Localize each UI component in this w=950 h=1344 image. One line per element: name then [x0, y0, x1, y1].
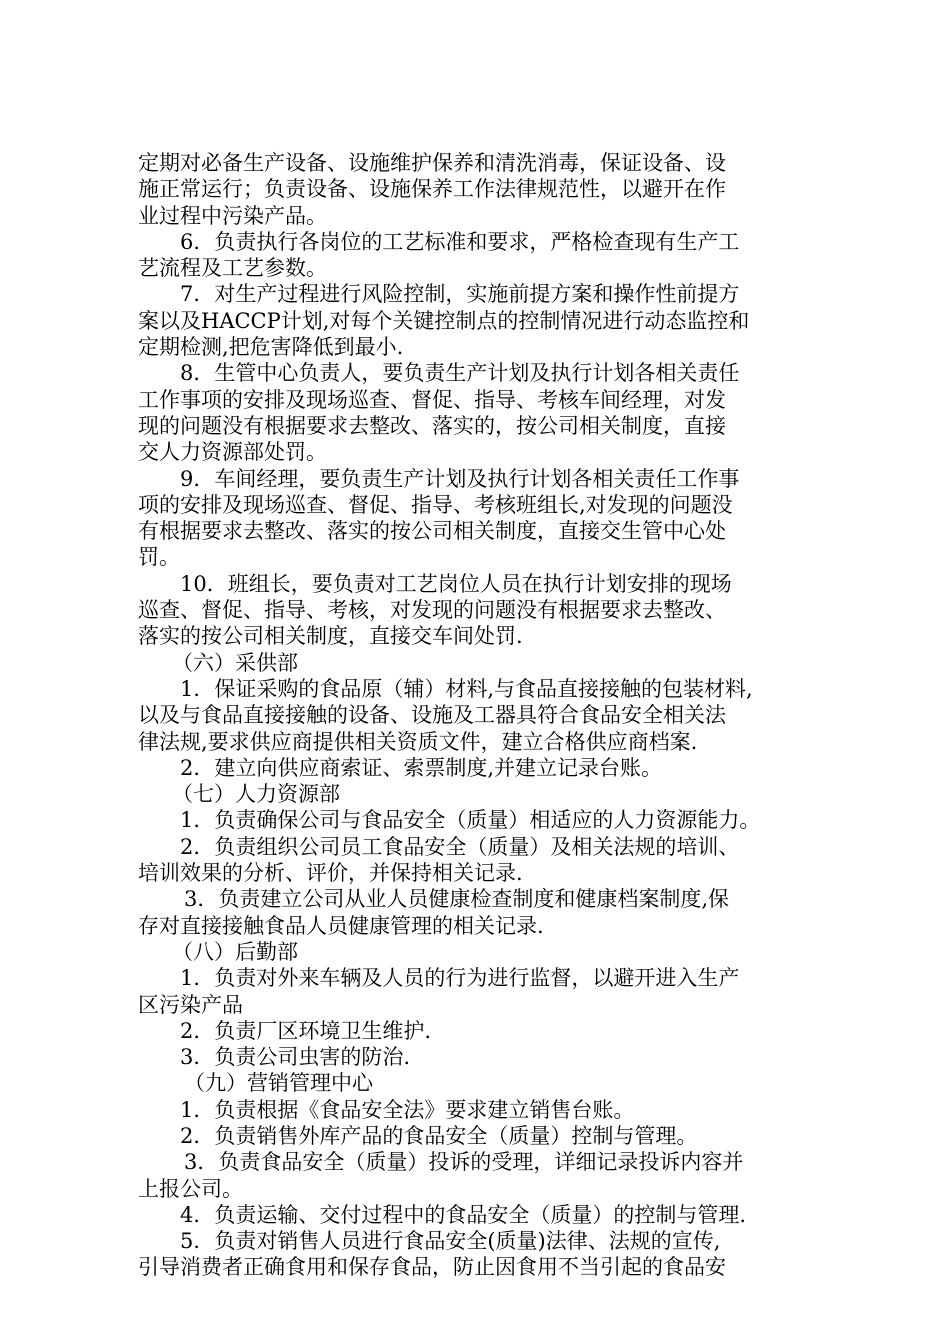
text-line: 案以及HACCP计划,对每个关键控制点的控制情况进行动态监控和 [138, 308, 750, 333]
text-line: 定期检测,把危害降低到最小. [138, 335, 404, 360]
text-line: 项的安排及现场巡查、督促、指导、考核班组长,对发现的问题没 [138, 492, 733, 517]
text-line: 6．负责执行各岗位的工艺标准和要求，严格检查现有生产工 [180, 229, 740, 254]
text-line: 7．对生产过程进行风险控制，实施前提方案和操作性前提方 [180, 282, 740, 307]
text-line: 8．生管中心负责人，要负责生产计划及执行计划各相关责任 [180, 361, 740, 386]
text-line: 定期对必备生产设备、设施维护保养和清洗消毒，保证设备、设 [138, 151, 726, 175]
text-line: 2．负责销售外库产品的食品安全（质量）控制与管理。 [180, 1123, 698, 1148]
text-line: 引导消费者正确食用和保存食品，防止因食用不当引起的食品安 [138, 1255, 726, 1280]
text-line: 区污染产品 [138, 992, 243, 1017]
text-line: 交人力资源部处罚。 [138, 440, 327, 465]
text-line: 律法规,要求供应商提供相关资质文件，建立合格供应商档案. [138, 729, 698, 754]
text-line: 3．负责食品安全（质量）投诉的受理，详细记录投诉内容并 [184, 1150, 744, 1175]
text-line: （七）人力资源部 [172, 782, 340, 807]
text-line: （八）后勤部 [172, 939, 298, 964]
text-line: 以及与食品直接接触的设备、设施及工器具符合食品安全相关法 [138, 703, 726, 728]
text-line: 3．负责建立公司从业人员健康检查制度和健康档案制度,保 [184, 887, 730, 912]
text-line: 现的问题没有根据要求去整改、落实的，按公司相关制度，直接 [138, 413, 726, 438]
text-line: 培训效果的分析、评价，并保持相关记录. [138, 861, 523, 886]
text-line: 10．班组长，要负责对工艺岗位人员在执行计划安排的现场 [180, 571, 732, 596]
text-line: 1．负责对外来车辆及人员的行为进行监督，以避开进入生产 [180, 966, 740, 991]
text-line: 1．负责根据《食品安全法》要求建立销售台账。 [180, 1097, 635, 1122]
text-line: 巡查、督促、指导、考核，对发现的问题没有根据要求去整改、 [138, 598, 726, 623]
text-line: （九）营销管理中心 [184, 1071, 373, 1096]
text-line: 工作事项的安排及现场巡查、督促、指导、考核车间经理，对发 [138, 387, 726, 412]
text-line: 3．负责公司虫害的防治. [180, 1045, 411, 1070]
text-line: 上报公司。 [138, 1176, 243, 1201]
text-line: 5．负责对销售人员进行食品安全(质量)法律、法规的宣传, [180, 1229, 721, 1254]
text-line: 有根据要求去整改、落实的按公司相关制度，直接交生管中心处 [138, 519, 726, 544]
text-line: 1．负责确保公司与食品安全（质量）相适应的人力资源能力。 [180, 808, 761, 833]
text-line: 9．车间经理，要负责生产计划及执行计划各相关责任工作事 [180, 466, 740, 491]
text-line: 存对直接接触食品人员健康管理的相关记录. [138, 913, 544, 938]
text-line: 罚。 [138, 545, 180, 570]
text-line: 2．负责厂区环境卫生维护. [180, 1018, 432, 1043]
text-line: 2．建立向供应商索证、索票制度,并建立记录台账。 [180, 755, 663, 780]
text-line: 1．保证采购的食品原（辅）材料,与食品直接接触的包装材料, [180, 676, 753, 701]
text-line: 落实的按公司相关制度，直接交车间处罚. [138, 624, 523, 649]
text-line: 业过程中污染产品。 [138, 203, 327, 228]
text-line: 4．负责运输、交付过程中的食品安全（质量）的控制与管理. [180, 1202, 747, 1227]
text-line: 2．负责组织公司员工食品安全（质量）及相关法规的培训、 [180, 834, 740, 859]
text-line: （六）采供部 [172, 650, 298, 675]
text-line: 艺流程及工艺参数。 [138, 256, 327, 281]
text-line: 施正常运行；负责设备、设施保养工作法律规范性，以避开在作 [138, 177, 726, 202]
document-page [138, 150, 828, 1281]
